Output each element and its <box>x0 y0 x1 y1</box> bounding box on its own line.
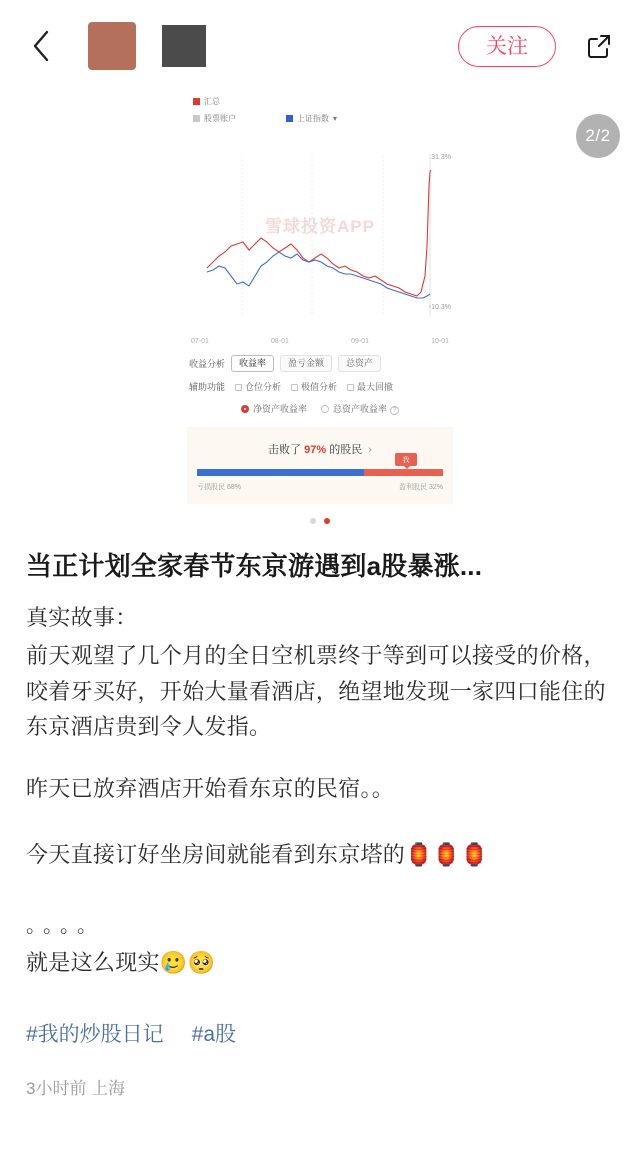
hashtag-item[interactable]: #我的炒股日记 <box>26 1023 164 1047</box>
chart-legend-secondary <box>187 113 453 124</box>
checkbox-icon <box>235 384 242 391</box>
legend-label-primary: 汇总 <box>204 97 220 106</box>
checkbox-extreme-analysis[interactable]: 极值分析 <box>291 380 337 393</box>
auxiliary-function-row <box>187 380 453 393</box>
chart-legend <box>187 96 453 107</box>
checkbox-icon <box>347 384 354 391</box>
top-navigation-bar <box>0 0 640 92</box>
distribution-bar <box>197 456 443 476</box>
chart-axis-top-label: 31.3% <box>431 154 451 161</box>
radio-net-asset-return[interactable]: 净资产收益率 <box>241 402 307 415</box>
post-paragraph: 真实故事： <box>26 605 138 631</box>
carousel-dots <box>0 518 640 524</box>
beat-suffix: 的股民 <box>329 444 363 456</box>
carousel-dot[interactable] <box>310 518 316 524</box>
chart-axis-bottom-label: -10.3% <box>428 304 451 311</box>
x-tick: 10-01 <box>431 338 449 345</box>
legend-label-secondary: 股票账户 <box>204 114 236 123</box>
chart-x-axis-ticks <box>187 336 453 345</box>
loss-share-label: 亏损股民 68% <box>197 484 241 491</box>
post-image-carousel[interactable] <box>0 92 640 524</box>
distribution-bar-loss <box>197 469 364 476</box>
carousel-page-badge: 2/2 <box>576 114 620 158</box>
beat-prefix: 击败了 <box>268 444 302 456</box>
legend-caret-icon[interactable]: ▾ <box>333 114 338 123</box>
chevron-right-icon[interactable]: › <box>368 444 372 456</box>
chevron-left-icon[interactable] <box>24 29 58 63</box>
beat-percentile-panel <box>187 427 453 504</box>
x-tick: 07-01 <box>191 338 209 345</box>
tab-total-assets[interactable]: 总资产 <box>338 355 381 372</box>
legend-label-index: 上证指数 <box>297 114 329 123</box>
carousel-dot-active[interactable] <box>324 518 330 524</box>
author-name-redacted <box>162 25 206 67</box>
radio-total-asset-return[interactable]: 总资产收益率 ? <box>321 402 399 415</box>
share-external-icon[interactable] <box>582 29 616 63</box>
x-tick: 08-01 <box>271 338 289 345</box>
screenshot-card <box>187 96 453 504</box>
tab-return-rate[interactable]: 收益率 <box>231 355 274 372</box>
return-type-radio-group <box>187 402 453 415</box>
watermark: 雪球投资APP <box>265 217 375 236</box>
radio-icon-selected <box>241 405 249 413</box>
analysis-tab-row <box>187 355 453 372</box>
post-paragraph: 前天观望了几个月的全日空机票终于等到可以接受的价格，咬着牙买好，开始大量看酒店，绝望地发现一家四口能住的东京酒店贵到令人发指。 <box>26 643 606 740</box>
tab-profit-amount[interactable]: 盈亏金额 <box>280 355 332 372</box>
post-paragraph-dots: 。。。。 <box>26 915 104 938</box>
info-icon[interactable]: ? <box>390 406 399 415</box>
distribution-bar-labels <box>197 482 443 492</box>
avatar[interactable] <box>88 22 136 70</box>
legend-swatch-secondary <box>193 115 200 122</box>
legend-swatch-index <box>286 115 293 122</box>
post-meta: 3小时前 上海 <box>26 1079 126 1099</box>
hashtag-list <box>26 1018 614 1048</box>
legend-swatch-primary <box>193 98 200 105</box>
radio-icon <box>321 405 329 413</box>
checkbox-max-drawdown[interactable]: 最大回撤 <box>347 380 393 393</box>
post-paragraph: 今天直接订好坐房间就能看到东京塔的🏮🏮🏮 <box>26 841 489 867</box>
profit-share-label: 盈利股民 32% <box>399 484 443 491</box>
checkbox-icon <box>291 384 298 391</box>
performance-chart <box>187 126 453 336</box>
page-title: 当正计划全家春节东京游遇到a股暴涨... <box>26 551 483 581</box>
hashtag-item[interactable]: #a股 <box>191 1023 237 1047</box>
checkbox-position-analysis[interactable]: 仓位分析 <box>235 380 281 393</box>
auxiliary-row-label: 辅助功能 <box>189 382 226 392</box>
self-position-marker: 我 <box>395 453 417 466</box>
follow-button[interactable]: 关注 <box>458 26 556 67</box>
distribution-bar-profit <box>364 469 443 476</box>
analysis-row-label: 收益分析 <box>189 359 226 369</box>
post-body <box>0 530 640 1099</box>
x-tick: 09-01 <box>351 338 369 345</box>
post-paragraph: 就是这么现实🥲🥺 <box>26 949 216 975</box>
post-paragraph: 昨天已放弃酒店开始看东京的民宿。。 <box>26 775 395 801</box>
beat-percent: 97% <box>304 444 327 456</box>
